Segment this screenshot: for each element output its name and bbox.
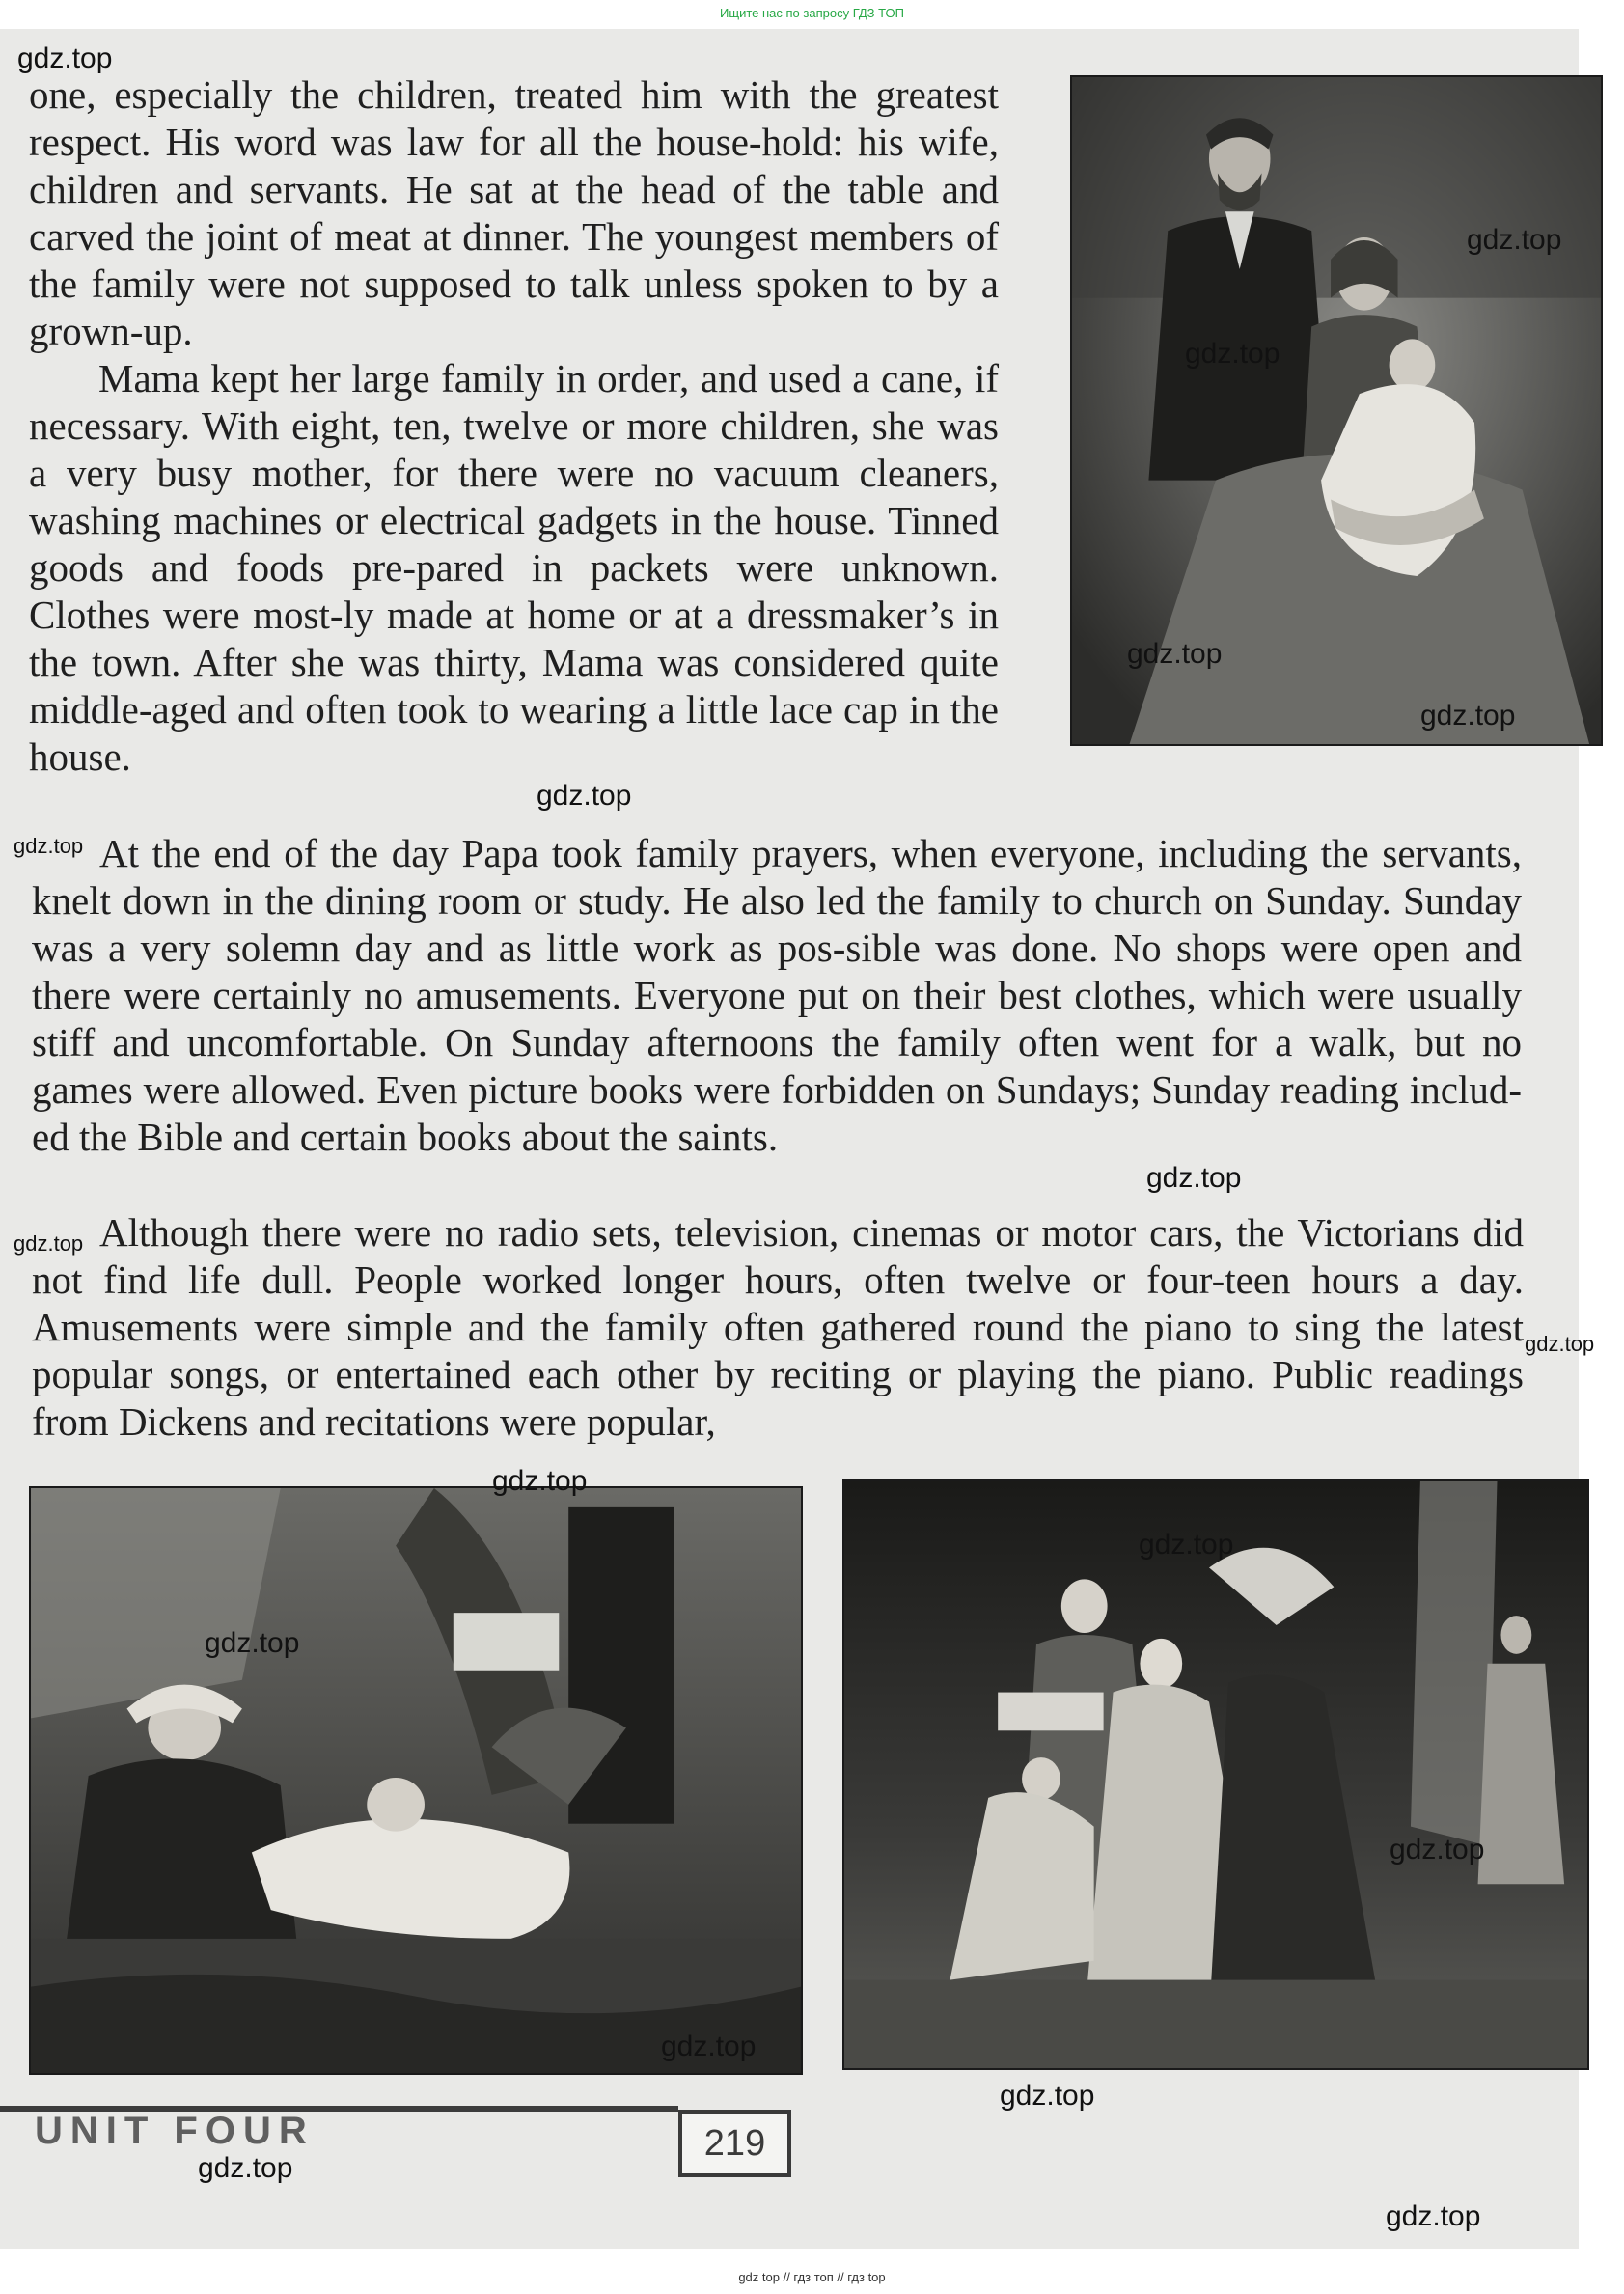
watermark: gdz.top [1467, 224, 1562, 256]
picnic-painting-image [29, 1486, 803, 2075]
watermark: gdz.top [1000, 2080, 1095, 2112]
top-banner[interactable]: Ищите нас по запросу ГДЗ ТОП [720, 6, 904, 20]
watermark: gdz.top [198, 2152, 293, 2184]
watermark: gdz.top [537, 780, 632, 812]
watermark: gdz.top [661, 2031, 757, 2062]
page-number: 219 [678, 2110, 791, 2177]
ladies-in-park-painting-image [842, 1479, 1589, 2070]
watermark: gdz.top [17, 42, 113, 74]
watermark: gdz.top [1127, 638, 1223, 670]
paragraph-1: one, especially the children, treated him with the greatest respect. His word was law for all the house-hold: his wife, children and servants. He sat at the head of the table and carved the joint of meat at dinner. The youngest members of the family were not supposed to talk unless spoken to by a grown-up. [29, 72, 999, 353]
watermark: gdz.top [1146, 1162, 1242, 1194]
watermark: gdz.top [1386, 2200, 1481, 2232]
paragraph-3: At the end of the day Papa took family prayers, when everyone, including the servants, knelt down in the dining room or study. He also led the family to church on Sunday. Sunday was a very solemn day and as little work as pos-sible was done. No shops were open and there were certainly no amusements. Everyone put on their best clothes, which were usually stiff and uncomfortable. On Sunday afternoons the family often went for a walk, but no games were allowed. Even picture books were forbidden on Sundays; Sunday reading includ-ed the Bible and certain books about the saints. [32, 831, 1522, 1159]
paragraph-2: Mama kept her large family in order, and used a cane, if necessary. With eight, ten, twelve or more children, she was a very busy mother, for there were no vacuum cleaners, washing machines or electrical gadgets in the house. Tinned goods and foods pre-pared in packets were unknown. Clothes were most-ly made at home or at a dressmaker’s in the town. After she was thirty, Mama was considered quite middle-aged and often took to wearing a little lace cap in the house. [29, 356, 999, 779]
watermark: gdz.top [14, 1231, 84, 1256]
watermark: gdz.top [1525, 1332, 1595, 1356]
watermark: gdz.top [1390, 1834, 1485, 1866]
paragraph-4: Although there were no radio sets, television, cinemas or motor cars, the Victorians did not find life dull. People worked longer hours, often twelve or four-teen hours a day. Amusements were simple and the family often gathered round the piano to sing the latest popular songs, or entertained each other by reciting or playing the piano. Public readings from Dickens and recitations were popular, [32, 1210, 1524, 1444]
watermark: gdz.top [1139, 1529, 1234, 1561]
unit-label: UNIT FOUR [35, 2110, 315, 2152]
watermark: gdz.top [1185, 338, 1280, 370]
bottom-banner[interactable]: gdz top // гдз топ // гдз top [738, 2270, 886, 2284]
watermark: gdz.top [492, 1465, 588, 1497]
watermark: gdz.top [205, 1627, 300, 1659]
watermark: gdz.top [1420, 700, 1516, 732]
watermark: gdz.top [14, 834, 84, 858]
